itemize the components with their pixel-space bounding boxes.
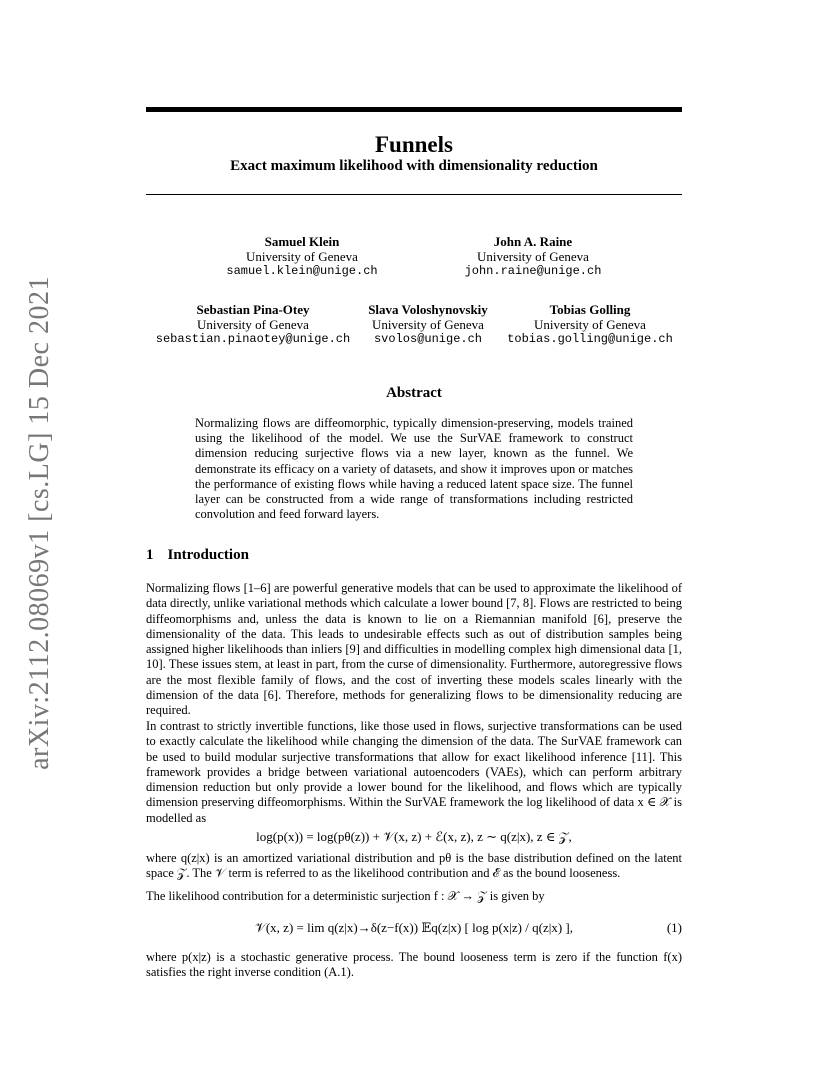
author-block: Sebastian Pina-Otey University of Geneva sebastian.pinaotey@unige.ch [155,302,351,346]
equation-number: (1) [666,920,682,935]
equation-likelihood: log(p(x)) = log(pθ(z)) + 𝒱(x, z) + ℰ(x, z), z ∼ q(z|x), z ∈ 𝒵, [256,829,572,844]
arxiv-stamp: arXiv:2112.08069v1 [cs.LG] 15 Dec 2021 [24,276,55,770]
title-bottom-rule [146,194,682,195]
paragraph: where q(z|x) is an amortized variational distribution and pθ is the base distribution defined on the latent space 𝒵. The 𝒱 term is referred to as the likelihood contribution and ℰ as the bound looseness. [146,851,682,881]
paper-title: Funnels [375,132,453,157]
paragraph: Normalizing flows [1–6] are powerful generative models that can be used to approximate the likelihood of data directly, unlike variational methods which calculate a lower bound [7, 8]. Flows are restricted to being diffeomorphisms and, unless the data is known to lie on a Riemannian manifold [6], preserve the dimensionality of the data. This leads to undesirable effects such as out of distribution samples being assigned higher likelihoods than inliers [9] and difficulties in modelling complex high dimensional data [1, 10]. These issues stem, at least in part, from the curse of dimensionality. Furthermore, autoregressive flows are the most flexible family of flows, and the cost of inverting these models scales linearly with the dimension of the data [6]. Therefore, methods for generalizing flows to be dimensionality reducing are required. [146,581,682,718]
paper-subtitle: Exact maximum likelihood with dimensionality reduction [230,158,598,174]
paragraph: In contrast to strictly invertible functions, like those used in flows, surjective transformations can be used to exactly calculate the likelihood while changing the dimension of the data. The SurVAE framework can be used to build modular surjective transformations that allow for exact likelihood inference [11]. This framework provides a bridge between variational autoencoders (VAEs), which can perform arbitrary dimension reduction but only provide a lower bound for the likelihood, and flows which are typically dimension preserving diffeomorphisms. Within the SurVAE framework the log likelihood of data x ∈ 𝒳 is modelled as [146,719,682,825]
author-block: Tobias Golling University of Geneva tobias.golling@unige.ch [507,302,673,346]
equation-1: 𝒱(x, z) = lim q(z|x)→δ(z−f(x)) 𝔼q(z|x) [ log p(x|z) / q(z|x) ], [255,920,573,935]
author-block: John A. Raine University of Geneva john.raine@unige.ch [464,234,602,278]
abstract-text: Normalizing flows are diffeomorphic, typically dimension-preserving, models trained using the likelihood of the model. We use the SurVAE framework to construct dimension reducing surjective flows via a new layer, known as the funnel. We demonstrate its efficacy on a variety of datasets, and show it improves upon or matches the performance of existing flows while having a reduced latent space size. The funnel layer can be constructed from a wide range of transformations including restricted convolution and feed forward layers. [195,416,633,522]
abstract-heading: Abstract [386,385,442,401]
author-block: Samuel Klein University of Geneva samuel.klein@unige.ch [226,234,378,278]
section-heading [146,547,249,564]
section-title: Introduction [167,547,249,563]
paragraph: where p(x|z) is a stochastic generative process. The bound looseness term is zero if the function f(x) satisfies the right inverse condition (A.1). [146,950,682,980]
section-number: 1 [146,547,154,563]
author-block: Slava Voloshynovskiy University of Geneva svolos@unige.ch [368,302,488,346]
title-top-rule [146,107,682,112]
paragraph: The likelihood contribution for a deterministic surjection f : 𝒳 → 𝒵 is given by [146,889,545,903]
